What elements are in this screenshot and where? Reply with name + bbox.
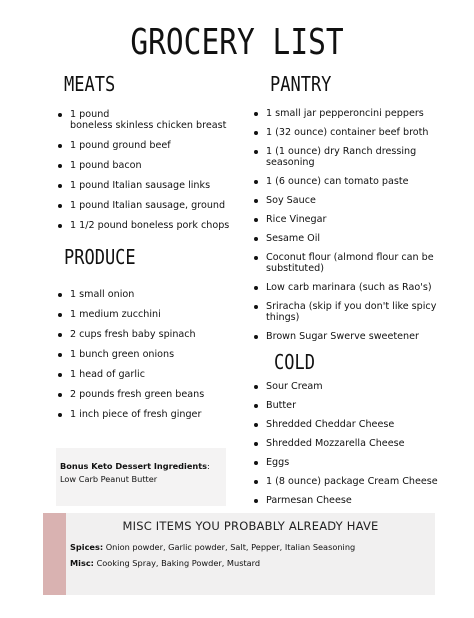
misc-box (43, 513, 435, 595)
bonus-box (56, 448, 226, 506)
misc-accent-bar (43, 513, 66, 595)
spices-label: Spices: (70, 542, 104, 552)
list-item: Coconut flour (almond flour can be substituted) (254, 252, 444, 274)
list-item: 1 pound bacon (58, 160, 233, 171)
list-item: Sour Cream (254, 381, 444, 392)
list-item: 1 head of garlic (58, 369, 233, 380)
list-item: 1 small onion (58, 289, 233, 300)
list-item: 1 1/2 pound boneless pork chops (58, 220, 233, 231)
list-item: Brown Sugar Swerve sweetener (254, 331, 444, 342)
pantry-list (254, 108, 444, 350)
list-item: Eggs (254, 457, 444, 468)
misc-label: Misc: (70, 558, 94, 568)
meats-heading: MEATS (64, 72, 116, 96)
list-item: Rice Vinegar (254, 214, 444, 225)
list-item: 1 pound ground beef (58, 140, 233, 151)
list-item: 1 medium zucchini (58, 309, 233, 320)
list-item: 1 inch piece of fresh ginger (58, 409, 233, 420)
misc-title: MISC ITEMS YOU PROBABLY ALREADY HAVE (122, 519, 379, 533)
cold-list (254, 381, 444, 514)
list-item: 1 (6 ounce) can tomato paste (254, 176, 444, 187)
bonus-label: Bonus Keto Dessert Ingredients (60, 461, 208, 471)
list-item: Butter (254, 400, 444, 411)
bonus-title (60, 461, 210, 471)
list-item: 2 cups fresh baby spinach (58, 329, 233, 340)
cold-heading: COLD (274, 350, 315, 374)
produce-list (58, 289, 233, 429)
list-item: 1 bunch green onions (58, 349, 233, 360)
list-item: Sriracha (skip if you don't like spicy things) (254, 301, 444, 323)
list-item: 2 pounds fresh green beans (58, 389, 233, 400)
spices-line (70, 542, 355, 552)
list-item: 1 (32 ounce) container beef broth (254, 127, 444, 138)
list-item: 1 pound Italian sausage links (58, 180, 233, 191)
list-item: 1 pound Italian sausage, ground (58, 200, 233, 211)
misc-value: Cooking Spray, Baking Powder, Mustard (93, 558, 261, 568)
bonus-colon: : (207, 461, 210, 471)
list-item: Sesame Oil (254, 233, 444, 244)
produce-heading: PRODUCE (64, 245, 136, 269)
page-title: GROCERY LIST (130, 22, 344, 63)
list-item: Soy Sauce (254, 195, 444, 206)
meats-list (58, 109, 233, 240)
spices-value: Onion powder, Garlic powder, Salt, Pepper, Italian Seasoning (103, 542, 356, 552)
misc-line (70, 558, 260, 568)
pantry-heading: PANTRY (270, 72, 332, 96)
bonus-item: Low Carb Peanut Butter (60, 474, 158, 484)
list-item: 1 (1 ounce) dry Ranch dressing seasoning (254, 146, 444, 168)
list-item: Shredded Mozzarella Cheese (254, 438, 444, 449)
list-item: 1 small jar pepperoncini peppers (254, 108, 444, 119)
list-item: 1 (8 ounce) package Cream Cheese (254, 476, 444, 487)
list-item: Low carb marinara (such as Rao's) (254, 282, 444, 293)
list-item: 1 pound boneless skinless chicken breast (58, 109, 233, 131)
list-item: Shredded Cheddar Cheese (254, 419, 444, 430)
list-item: Parmesan Cheese (254, 495, 444, 506)
